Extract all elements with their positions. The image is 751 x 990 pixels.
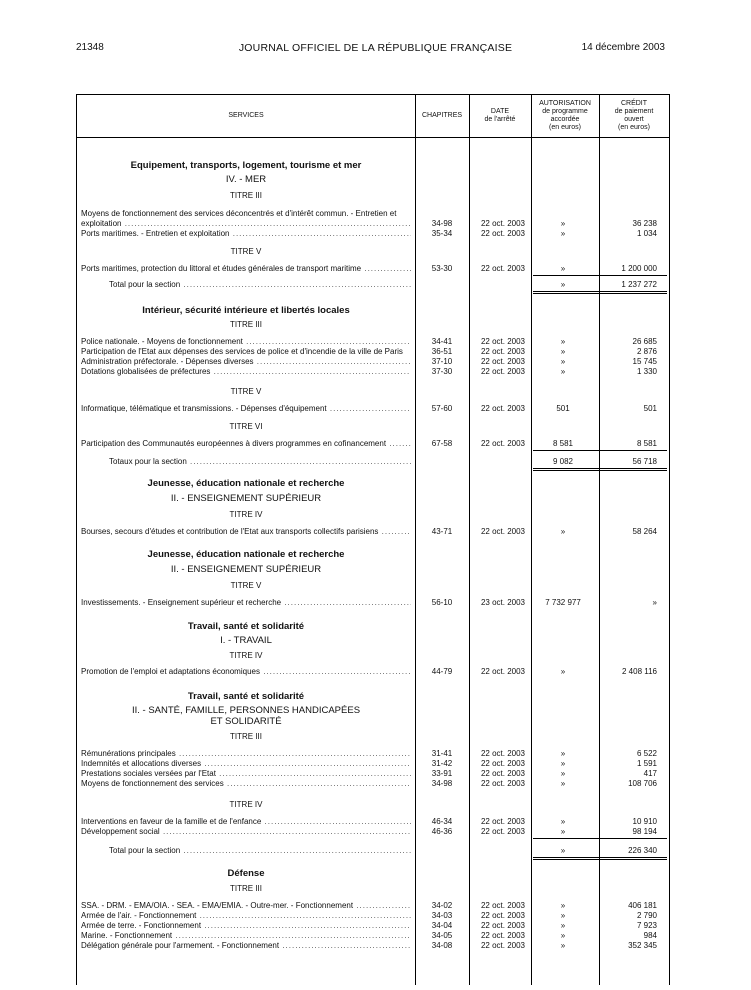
row-credit: 2 408 116 — [622, 667, 657, 676]
row-chapitre: 46-34 — [431, 817, 453, 826]
row-autorisation: » — [560, 901, 566, 910]
row-date: 22 oct. 2003 — [480, 667, 526, 676]
row-date: 22 oct. 2003 — [480, 817, 526, 826]
row-service: Armée de l'air. - Fonctionnement ..... — [81, 911, 411, 921]
row-date: 22 oct. 2003 — [480, 357, 526, 366]
titre-heading: TITRE III — [230, 191, 262, 200]
row-date: 22 oct. 2003 — [480, 404, 526, 413]
total-rule — [533, 857, 667, 860]
row-date: 22 oct. 2003 — [480, 749, 526, 758]
row-credit: 15 745 — [632, 357, 657, 366]
subtotal-rule — [533, 275, 667, 276]
row-service: Informatique, télématique et transmissions. - Dépenses d'équipement ..... — [81, 404, 411, 414]
section-total-autorisation: » — [560, 846, 566, 855]
row-credit: » — [652, 598, 657, 607]
row-chapitre: 34-05 — [431, 931, 453, 940]
row-date: 22 oct. 2003 — [480, 439, 526, 448]
row-chapitre: 34-03 — [431, 911, 453, 920]
section-subtitle: IV. - MER — [225, 174, 267, 185]
column-divider — [599, 95, 600, 985]
row-service: Moyens de fonctionnement des services ..... — [81, 779, 411, 789]
row-chapitre: 34-41 — [431, 337, 453, 346]
col-header-services: SERVICES — [228, 112, 264, 119]
row-chapitre: 34-08 — [431, 941, 453, 950]
titre-heading: TITRE V — [230, 247, 262, 256]
row-autorisation: » — [560, 347, 566, 356]
titre-heading: TITRE VI — [229, 422, 263, 431]
row-date: 22 oct. 2003 — [480, 931, 526, 940]
row-date: 22 oct. 2003 — [480, 759, 526, 768]
section-total-label: Total pour la section ..... — [109, 280, 411, 290]
col-header-credit: CRÉDIT de paiement ouvert (en euros) — [614, 100, 654, 131]
section-title: Jeunesse, éducation nationale et recherche — [147, 549, 345, 560]
row-credit: 2 790 — [636, 911, 657, 920]
row-credit: 26 685 — [632, 337, 657, 346]
row-chapitre: 31-42 — [431, 759, 453, 768]
row-service: Participation de l'Etat aux dépenses des services de police et d'incendie de la ville de Paris — [81, 347, 403, 356]
section-title: Equipement, transports, logement, tourisme et mer — [130, 160, 362, 171]
row-autorisation: » — [560, 749, 566, 758]
titre-heading: TITRE V — [230, 387, 262, 396]
row-service: SSA. - DRM. - EMA/OIA. - SEA. - EMA/EMIA. - Outre-mer. - Fonctionnement ..... — [81, 901, 411, 911]
row-chapitre: 56-10 — [431, 598, 453, 607]
row-chapitre: 34-98 — [431, 219, 453, 228]
section-subtitle: II. - ENSEIGNEMENT SUPÉRIEUR — [170, 564, 322, 575]
row-service: Police nationale. - Moyens de fonctionnement ..... — [81, 337, 411, 347]
row-chapitre: 53-30 — [431, 264, 453, 273]
row-credit: 58 264 — [632, 527, 657, 536]
row-autorisation: 501 — [556, 404, 570, 413]
row-credit: 984 — [643, 931, 657, 940]
row-autorisation: » — [560, 527, 566, 536]
row-date: 22 oct. 2003 — [480, 337, 526, 346]
row-chapitre: 36-51 — [431, 347, 453, 356]
row-date: 22 oct. 2003 — [480, 901, 526, 910]
row-credit: 1 330 — [636, 367, 657, 376]
section-total-credit: 1 237 272 — [621, 280, 657, 289]
row-credit: 1 200 000 — [621, 264, 657, 273]
row-service: Prestations sociales versées par l'Etat ..... — [81, 769, 411, 779]
col-header-date: DATE de l'arrêté — [484, 108, 516, 123]
row-credit: 36 238 — [632, 219, 657, 228]
row-service: Ports maritimes. - Entretien et exploitation ..... — [81, 229, 411, 239]
row-service: Interventions en faveur de la famille et de l'enfance ..... — [81, 817, 411, 827]
row-credit: 352 345 — [628, 941, 657, 950]
row-date: 22 oct. 2003 — [480, 827, 526, 836]
row-credit: 1 034 — [636, 229, 657, 238]
row-autorisation: » — [560, 941, 566, 950]
row-autorisation: » — [560, 667, 566, 676]
row-service: Armée de terre. - Fonctionnement ..... — [81, 921, 411, 931]
row-date: 22 oct. 2003 — [480, 941, 526, 950]
row-autorisation: » — [560, 911, 566, 920]
row-credit: 8 581 — [636, 439, 657, 448]
row-service: Participation des Communautés européennes à divers programmes en cofinancement ..... — [81, 439, 411, 449]
row-chapitre: 37-30 — [431, 367, 453, 376]
section-title: Travail, santé et solidarité — [187, 691, 305, 702]
section-total-label: Totaux pour la section ..... — [109, 457, 411, 467]
row-credit: 10 910 — [632, 817, 657, 826]
row-chapitre: 57-60 — [431, 404, 453, 413]
total-rule — [533, 291, 667, 294]
row-date: 22 oct. 2003 — [480, 367, 526, 376]
row-chapitre: 34-04 — [431, 921, 453, 930]
row-date: 22 oct. 2003 — [480, 779, 526, 788]
titre-heading: TITRE III — [230, 320, 262, 329]
row-chapitre: 67-58 — [431, 439, 453, 448]
row-autorisation: » — [560, 367, 566, 376]
table-header — [77, 95, 669, 138]
row-autorisation: » — [560, 759, 566, 768]
subtotal-rule — [533, 838, 667, 839]
row-service: Dotations globalisées de préfectures ..... — [81, 367, 411, 377]
section-title: Défense — [227, 868, 265, 879]
row-chapitre: 34-02 — [431, 901, 453, 910]
row-autorisation: » — [560, 931, 566, 940]
titre-heading: TITRE V — [230, 581, 262, 590]
row-credit: 417 — [643, 769, 657, 778]
section-total-credit: 226 340 — [628, 846, 657, 855]
subtotal-rule — [533, 450, 667, 451]
row-chapitre: 33-91 — [431, 769, 453, 778]
row-chapitre: 34-98 — [431, 779, 453, 788]
titre-heading: TITRE III — [230, 732, 262, 741]
row-date: 23 oct. 2003 — [480, 598, 526, 607]
row-autorisation: » — [560, 827, 566, 836]
section-total-label: Total pour la section ..... — [109, 846, 411, 856]
row-autorisation: » — [560, 219, 566, 228]
row-date: 22 oct. 2003 — [480, 911, 526, 920]
issue-date: 14 décembre 2003 — [581, 42, 665, 53]
row-credit: 108 706 — [628, 779, 657, 788]
section-subtitle: I. - TRAVAIL — [220, 635, 272, 646]
row-autorisation: » — [560, 264, 566, 273]
section-title: Jeunesse, éducation nationale et recherche — [147, 478, 345, 489]
row-chapitre: 31-41 — [431, 749, 453, 758]
row-service: Bourses, secours d'études et contribution de l'Etat aux transports collectifs parisiens ..... — [81, 527, 411, 537]
row-date: 22 oct. 2003 — [480, 347, 526, 356]
row-autorisation: 8 581 — [552, 439, 574, 448]
section-total-autorisation: » — [560, 280, 566, 289]
row-service: Indemnités et allocations diverses ..... — [81, 759, 411, 769]
row-chapitre: 44-79 — [431, 667, 453, 676]
row-service: Délégation générale pour l'armement. - Fonctionnement ..... — [81, 941, 411, 951]
titre-heading: TITRE IV — [229, 800, 263, 809]
section-subtitle: II. - ENSEIGNEMENT SUPÉRIEUR — [170, 493, 322, 504]
row-date: 22 oct. 2003 — [480, 921, 526, 930]
row-autorisation: » — [560, 769, 566, 778]
col-header-autorisation: AUTORISATION de programme accordée (en euros) — [539, 100, 591, 131]
row-service: Promotion de l'emploi et adaptations économiques ..... — [81, 667, 411, 677]
section-title: Intérieur, sécurité intérieure et libertés locales — [142, 305, 350, 316]
row-autorisation: » — [560, 921, 566, 930]
row-chapitre: 37-10 — [431, 357, 453, 366]
row-autorisation: 7 732 977 — [545, 598, 581, 607]
row-credit: 6 522 — [636, 749, 657, 758]
row-service: exploitation ..... — [81, 219, 411, 229]
row-service: Investissements. - Enseignement supérieur et recherche ..... — [81, 598, 411, 608]
row-service: Rémunérations principales ..... — [81, 749, 411, 759]
row-credit: 7 923 — [636, 921, 657, 930]
row-service: Ports maritimes, protection du littoral et études générales de transport maritime ..... — [81, 264, 411, 274]
section-subtitle: II. - SANTÉ, FAMILLE, PERSONNES HANDICAPÉES ET SOLIDARITÉ — [131, 705, 361, 727]
page-number: 21348 — [76, 42, 104, 53]
total-rule — [533, 468, 667, 471]
row-autorisation: » — [560, 779, 566, 788]
titre-heading: TITRE IV — [229, 651, 263, 660]
row-service: Marine. - Fonctionnement ..... — [81, 931, 411, 941]
row-autorisation: » — [560, 337, 566, 346]
row-date: 22 oct. 2003 — [480, 264, 526, 273]
row-credit: 1 591 — [636, 759, 657, 768]
row-credit: 2 876 — [636, 347, 657, 356]
row-chapitre: 46-36 — [431, 827, 453, 836]
section-total-autorisation: 9 082 — [552, 457, 574, 466]
row-chapitre: 35-34 — [431, 229, 453, 238]
section-title: Travail, santé et solidarité — [187, 621, 305, 632]
row-date: 22 oct. 2003 — [480, 219, 526, 228]
credits-table — [76, 94, 670, 985]
row-credit: 501 — [643, 404, 657, 413]
row-service: Administration préfectorale. - Dépenses diverses ..... — [81, 357, 411, 367]
titre-heading: TITRE IV — [229, 510, 263, 519]
section-total-credit: 56 718 — [632, 457, 657, 466]
row-autorisation: » — [560, 357, 566, 366]
row-date: 22 oct. 2003 — [480, 229, 526, 238]
row-date: 22 oct. 2003 — [480, 527, 526, 536]
row-chapitre: 43-71 — [431, 527, 453, 536]
row-service: Développement social ..... — [81, 827, 411, 837]
row-autorisation: » — [560, 817, 566, 826]
titre-heading: TITRE III — [230, 884, 262, 893]
journal-title: JOURNAL OFFICIEL DE LA RÉPUBLIQUE FRANÇAISE — [238, 42, 513, 54]
col-header-chapitres: CHAPITRES — [421, 112, 463, 119]
row-autorisation: » — [560, 229, 566, 238]
row-date: 22 oct. 2003 — [480, 769, 526, 778]
row-credit: 406 181 — [628, 901, 657, 910]
row-credit: 98 194 — [632, 827, 657, 836]
row-service: Moyens de fonctionnement des services déconcentrés et d'intérêt commun. - Entretien et — [81, 209, 397, 218]
